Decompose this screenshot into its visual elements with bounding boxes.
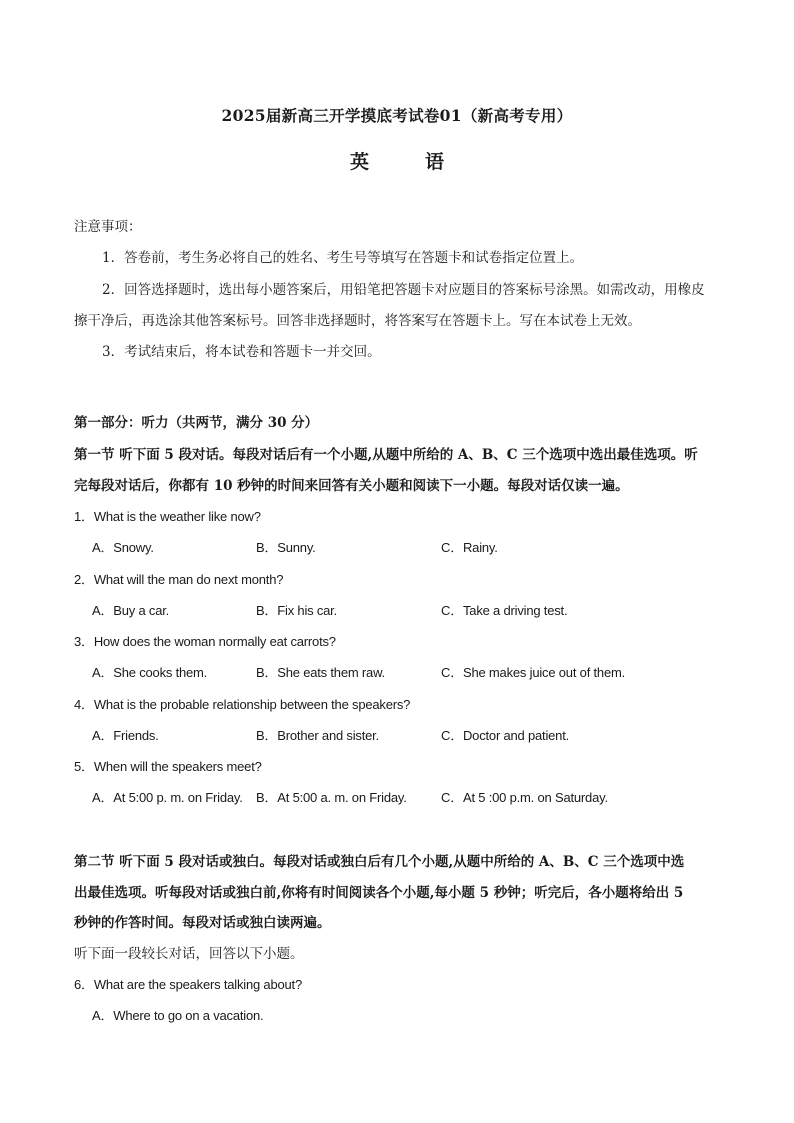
q2-option-b[interactable]: B．Fix his car. <box>256 603 337 618</box>
q3-option-b[interactable]: B．She eats them raw. <box>256 665 385 680</box>
q3-option-c[interactable]: C．She makes juice out of them. <box>441 665 626 680</box>
question-4: 4．What is the probable relationship between the speakers? <box>74 697 411 712</box>
q6-option-a[interactable]: A．Where to go on a vacation. <box>92 1008 264 1023</box>
q1-option-a[interactable]: A．Snowy. <box>92 540 154 555</box>
section2-intro: 听下面一段较长对话，回答以下小题。 <box>74 946 304 962</box>
q5-option-c[interactable]: C．At 5 :00 p.m. on Saturday. <box>441 790 608 805</box>
question-1: 1．What is the weather like now? <box>74 509 261 524</box>
subject-char-2: 语 <box>425 151 445 173</box>
notice-heading: 注意事项： <box>74 219 142 235</box>
question-6: 6．What are the speakers talking about? <box>74 977 302 992</box>
notice-item-1: 1．答卷前，考生务必将自己的姓名、考生号等填写在答题卡和试卷指定位置上。 <box>102 250 584 266</box>
notice-item-2b: 擦干净后，再选涂其他答案标号。回答非选择题时，将答案写在答题卡上。写在本试卷上无效。 <box>74 313 641 329</box>
section2-instructions-3: 秒钟的作答时间。每段对话或独白读两遍。 <box>74 915 331 931</box>
q5-option-b[interactable]: B．At 5:00 a. m. on Friday. <box>256 790 407 805</box>
question-3: 3．How does the woman normally eat carrots? <box>74 634 336 649</box>
subject-title <box>0 147 794 174</box>
exam-title: 2025届新高三开学摸底考试卷01（新高考专用） <box>221 106 573 125</box>
part1-heading: 第一部分：听力（共两节，满分 30 分） <box>74 415 319 431</box>
q4-option-c[interactable]: C．Doctor and patient. <box>441 728 570 743</box>
section2-instructions-2: 出最佳选项。听每段对话或独白前,你将有时间阅读各个小题,每小题 5 秒钟；听完后，各小题将给出 5 <box>74 885 684 901</box>
question-2: 2．What will the man do next month? <box>74 572 284 587</box>
question-5: 5．When will the speakers meet? <box>74 759 262 774</box>
notice-item-2a: 2．回答选择题时，选出每小题答案后，用铅笔把答题卡对应题目的答案标号涂黑。如需改动，用橡皮 <box>102 282 705 298</box>
q5-option-a[interactable]: A．At 5:00 p. m. on Friday. <box>92 790 243 805</box>
section1-instructions-2: 完每段对话后，你都有 10 秒钟的时间来回答有关小题和阅读下一小题。每段对话仅读一遍。 <box>74 478 629 494</box>
q4-option-b[interactable]: B．Brother and sister. <box>256 728 379 743</box>
subject-char-1: 英 <box>349 151 369 173</box>
q2-option-a[interactable]: A．Buy a car. <box>92 603 170 618</box>
q2-option-c[interactable]: C．Take a driving test. <box>441 603 568 618</box>
q1-option-c[interactable]: C．Rainy. <box>441 540 498 555</box>
section2-instructions-1: 第二节 听下面 5 段对话或独白。每段对话或独白后有几个小题,从题中所给的 A、B、C 三个选项中选 <box>74 854 685 870</box>
q1-option-b[interactable]: B．Sunny. <box>256 540 316 555</box>
notice-item-3: 3．考试结束后，将本试卷和答题卡一并交回。 <box>102 344 381 360</box>
section1-instructions-1: 第一节 听下面 5 段对话。每段对话后有一个小题,从题中所给的 A、B、C 三个选项中选出最佳选项。听 <box>74 447 698 463</box>
q4-option-a[interactable]: A．Friends. <box>92 728 159 743</box>
q3-option-a[interactable]: A．She cooks them. <box>92 665 208 680</box>
